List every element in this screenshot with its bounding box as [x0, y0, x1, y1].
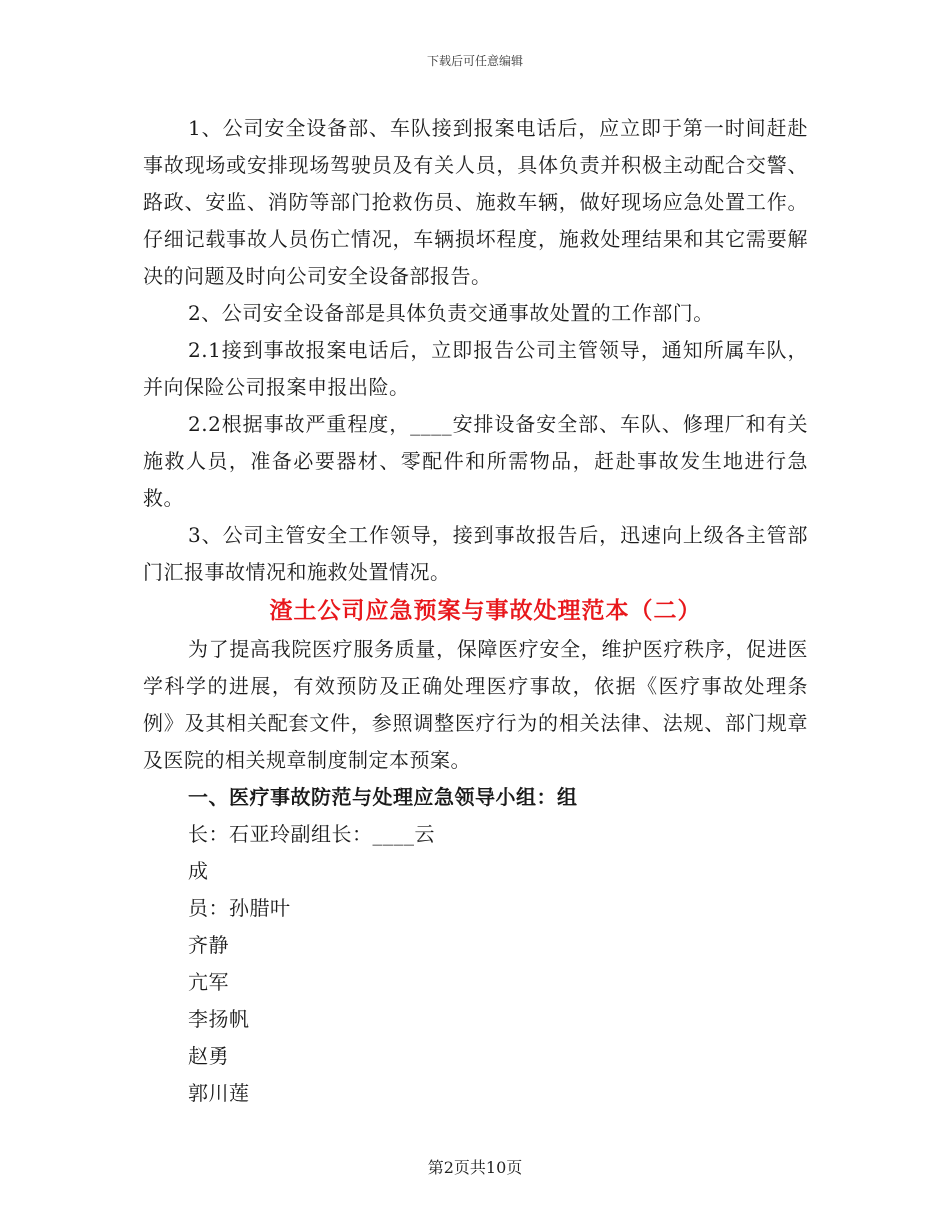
page-header: 下载后可任意编辑 [426, 54, 523, 68]
member-line: 员：孙腊叶 [188, 896, 291, 920]
paragraph-2: 2、公司安全设备部是具体负责交通事故处置的工作部门。 [188, 301, 714, 325]
section-title: 渣土公司应急预案与事故处理范本（二） [269, 597, 702, 624]
paragraph-2-2: 2.2根据事故严重程度，____安排设备安全部、车队、修理厂和有关施救人员，准备必要器材、零配件和所需物品，赶赴事故发生地进行急救。 [143, 412, 808, 510]
group-heading: 一、医疗事故防范与处理应急领导小组：组 [188, 785, 578, 809]
member-line: 长：石亚玲副组长：____云 [188, 822, 435, 846]
paragraph-1: 1、公司安全设备部、车队接到报案电话后，应立即于第一时间赶赴事故现场或安排现场驾驶员及有关人员，具体负责并积极主动配合交警、路政、安监、消防等部门抢救伤员、施救车辆，做好现场应急处置工作。仔细记载事故人员伤亡情况，车辆损坏程度，施救处理结果和其它需要解决的问题及时向公司安全设备部报告。 [143, 116, 808, 288]
intro-paragraph: 为了提高我院医疗服务质量，保障医疗安全，维护医疗秩序，促进医学科学的进展，有效预防及正确处理医疗事故，依据《医疗事故处理条例》及其相关配套文件，参照调整医疗行为的相关法律、法规、部门规章及医院的相关规章制度制定本预案。 [143, 637, 808, 772]
member-line: 赵勇 [188, 1044, 229, 1068]
member-line: 成 [188, 859, 209, 883]
member-line: 郭川莲 [188, 1081, 250, 1105]
member-line: 齐静 [188, 933, 229, 957]
member-line: 李扬帆 [188, 1007, 250, 1031]
paragraph-3: 3、公司主管安全工作领导，接到事故报告后，迅速向上级各主管部门汇报事故情况和施救处置情况。 [143, 523, 808, 584]
document-body [143, 110, 808, 1112]
member-line: 亢军 [188, 970, 229, 994]
paragraph-2-1: 2.1接到事故报案电话后，立即报告公司主管领导，通知所属车队，并向保险公司报案申报出险。 [143, 338, 808, 399]
page-footer: 第2页共10页 [427, 1158, 523, 1177]
